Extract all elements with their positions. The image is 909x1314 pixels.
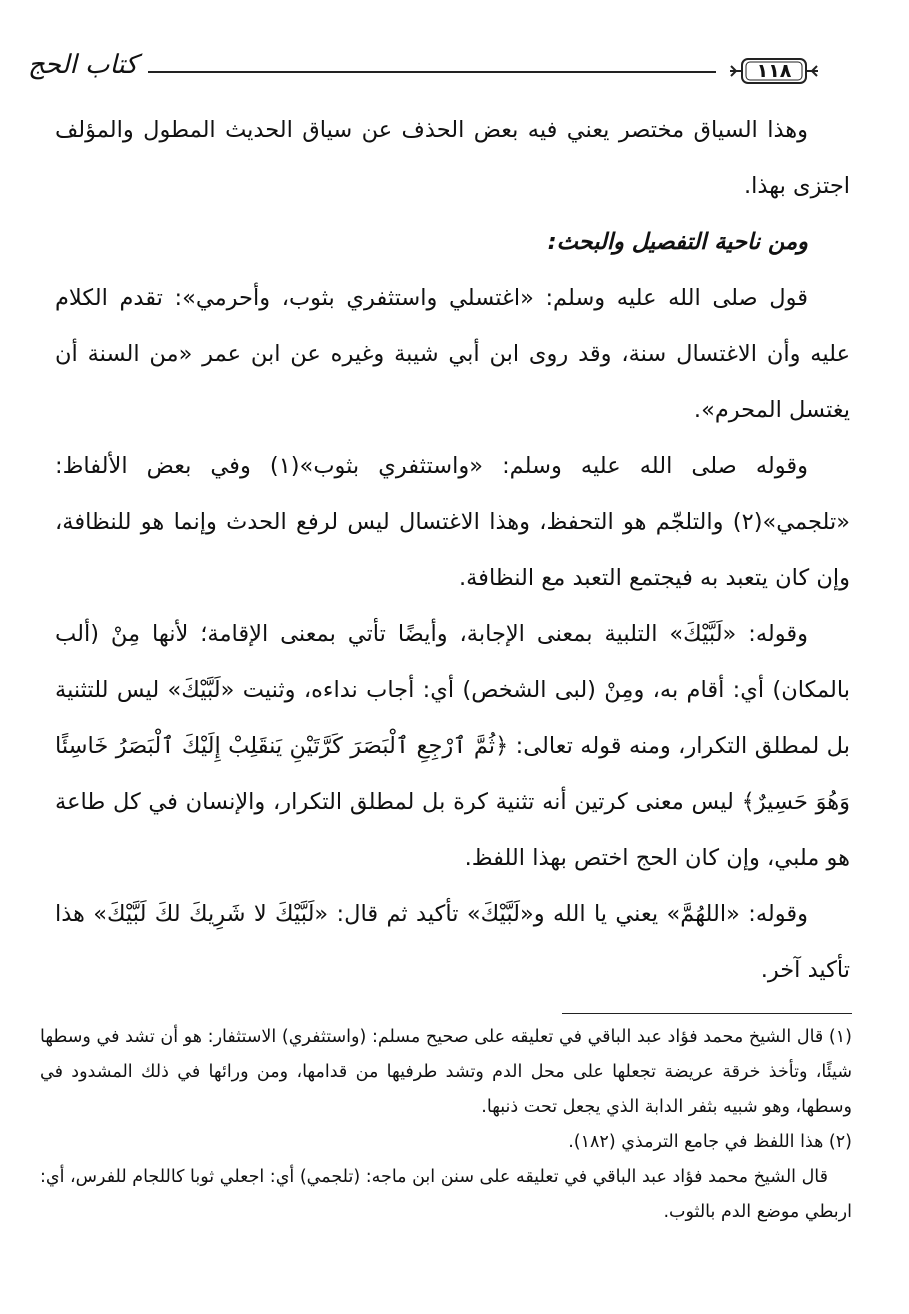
paragraph: وهذا السياق مختصر يعني فيه بعض الحذف عن سياق الحديث المطول والمؤلف اجتزى بهذا. [55, 117, 850, 199]
footnotes [40, 1020, 852, 1230]
footnote: (٢) هذا اللفظ في جامع الترمذي (١٨٢). [568, 1132, 852, 1152]
main-text [55, 102, 850, 998]
footnote: (١) قال الشيخ محمد فؤاد عبد الباقي في تعليقه على صحيح مسلم: (واستثفري) الاستثفار: هو أن تشد في وسطها شيئًا، وتأخذ خرقة عريضة تجعلها على محل الدم وتشد طرفيها من قدامها، ومن ورائها في ذلك المشدود في وسطها، وهو شبيه بثفر الدابة الذي يجعل تحت ذنبها. [40, 1027, 852, 1117]
paragraph: وقوله: «لَبَّيْكَ» التلبية بمعنى الإجابة، وأيضًا تأتي بمعنى الإقامة؛ لأنها مِنْ (ألب بالمكان) أي: أقام به، ومِنْ (لبى الشخص) أي: أجاب نداءه، وثنيت «لَبَّيْكَ» ليس للتثنية بل لمطلق التكرار، ومنه قوله تعالى: ﴿ثُمَّ ٱرْجِعِ ٱلْبَصَرَ كَرَّتَيْنِ يَنقَلِبْ إِلَيْكَ ٱلْبَصَرُ خَاسِئًا وَهُوَ حَسِيرٌ﴾ ليس معنى كرتين أنه تثنية كرة بل لمطلق التكرار، والإنسان في كل طاعة هو ملبي، وإن كان الحج اختص بهذا اللفظ. [55, 621, 850, 871]
paragraph: وقوله صلى الله عليه وسلم: «واستثفري بثوب»(١) وفي بعض الألفاظ: «تلجمي»(٢) والتلجّم هو التحفظ، وهذا الاغتسال ليس لرفع الحدث وإنما هو للنظافة، وإن كان يتعبد به فيجتمع التعبد مع النظافة. [55, 453, 850, 591]
page-number: ١١٨ [756, 60, 792, 82]
page-header [28, 50, 828, 96]
header-rule [148, 71, 716, 73]
paragraph: قول صلى الله عليه وسلم: «اغتسلي واستثفري بثوب، وأحرمي»: تقدم الكلام عليه وأن الاغتسال سنة، وقد روى ابن أبي شيبة وغيره عن ابن عمر «من السنة أن يغتسل المحرم». [55, 285, 850, 423]
section-heading: ومن ناحية التفصيل والبحث: [547, 229, 808, 255]
footnote-separator [562, 1013, 852, 1014]
running-title: كتاب الحج [28, 50, 138, 80]
paragraph: وقوله: «اللهُمَّ» يعني يا الله و«لَبَّيْكَ» تأكيد ثم قال: «لَبَّيْكَ لا شَرِيكَ لكَ لَبَّيْكَ» هذا تأكيد آخر. [55, 901, 850, 983]
footnote: قال الشيخ محمد فؤاد عبد الباقي في تعليقه على سنن ابن ماجه: (تلجمي) أي: اجعلي ثوبا كاللجام للفرس، أي: اربطي موضع الدم بالثوب. [40, 1167, 852, 1222]
page-number-frame [728, 56, 820, 86]
